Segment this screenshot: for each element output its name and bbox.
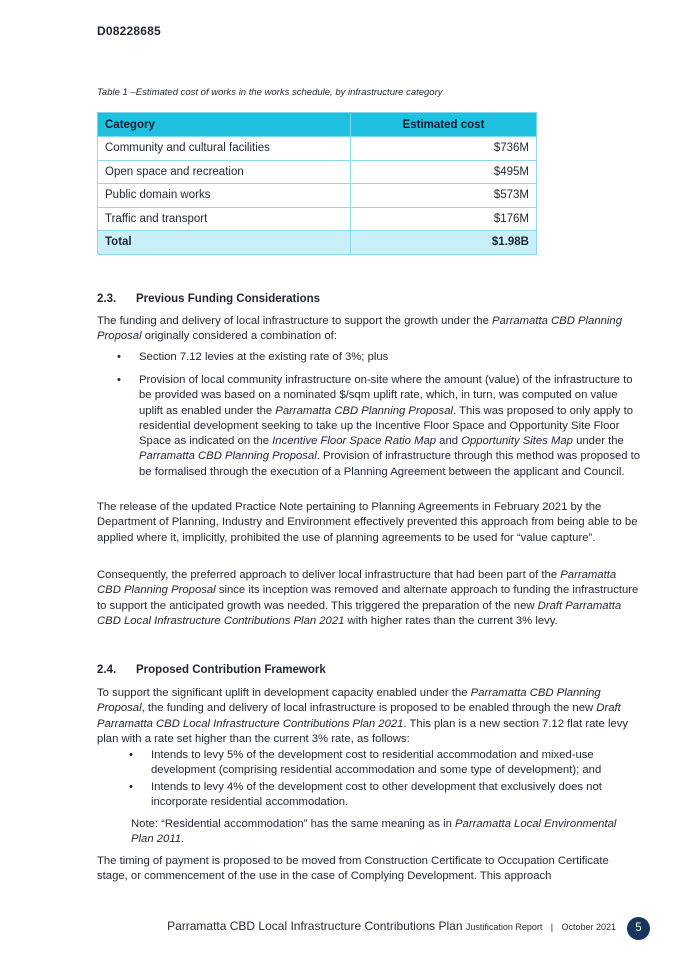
list-item: • Intends to levy 4% of the development cost to other development that exclusively does not incorporate residential accommodation. bbox=[129, 781, 602, 809]
page-number: 5 bbox=[627, 917, 650, 940]
table-row bbox=[98, 160, 537, 184]
section-2-3-heading bbox=[97, 293, 320, 305]
list-item: • Section 7.12 levies at the existing rate of 3%; plus bbox=[139, 350, 644, 365]
header-category: Category bbox=[98, 113, 351, 137]
list-item: • Provision of local community infrastructure on-site where the amount (value) of the infrastructure to be provided was based on a nominated $/sqm uplift rate, which, in turn, was computed on value uplift as enabled under the Parramatta CBD Planning Proposal. This was proposed to only apply to residential development seeking to take up the Incentive Floor Space and Opportunity Site Floor Space as indicated on the Incentive Floor Space Ratio Map and Opportunity Sites Map under the Parramatta CBD Planning Proposal. Provision of infrastructure through this method was proposed to be formalised through the execution of a Planning Agreement between the applicant and Council. bbox=[117, 374, 641, 478]
section-2-3-paragraph-2: The release of the updated Practice Note pertaining to Planning Agreements in February 2021 by the Department of Planning, Industry and Environment effectively prevented this approach from being able to be applied where it, implicitly, prohibited the use of planning agreements to be used for “value capture”. bbox=[97, 501, 638, 544]
row-cost: $176M bbox=[351, 207, 537, 231]
total-cost: $1.98B bbox=[351, 231, 537, 255]
table-row bbox=[98, 137, 537, 161]
header-estimated-cost: Estimated cost bbox=[351, 113, 537, 137]
bullet-dot: • bbox=[117, 351, 121, 363]
bullet-dot: • bbox=[129, 749, 133, 761]
section-2-3-intro: The funding and delivery of local infrastructure to support the growth under the Parramatta CBD Planning Proposal originally considered a combination of: bbox=[97, 315, 622, 343]
cost-table bbox=[97, 112, 537, 255]
row-cost: $495M bbox=[351, 160, 537, 184]
page-footer bbox=[167, 919, 616, 933]
row-cost: $573M bbox=[351, 184, 537, 208]
list-item: • Intends to levy 5% of the development cost to residential accommodation and mixed-use development (comprising residential accommodation and some type of development); and bbox=[129, 749, 602, 777]
section-title: Previous Funding Considerations bbox=[136, 293, 321, 305]
residential-note: Note: “Residential accommodation” has the same meaning as in Parramatta Local Environmental Plan 2011. bbox=[131, 818, 617, 846]
section-2-4-paragraph-2: The timing of payment is proposed to be moved from Construction Certificate to Occupation Certificate stage, or commencement of the use in the case of Complying Development. This approach bbox=[97, 855, 609, 883]
footer-subtitle: Justification Report bbox=[465, 922, 543, 932]
row-category: Public domain works bbox=[98, 184, 351, 208]
section-2-4-intro: To support the significant uplift in development capacity enabled under the Parramatta CBD Planning Proposal, the funding and delivery of local infrastructure is proposed to be enabled through the new Draft Parramatta CBD Local Infrastructure Contributions Plan 2021. This plan is a new section 7.12 flat rate levy plan with a rate set higher than the current 3% rate, as follows: bbox=[97, 687, 629, 745]
footer-date: October 2021 bbox=[561, 922, 616, 932]
table-caption: Table 1 –Estimated cost of works in the works schedule, by infrastructure category bbox=[97, 87, 443, 98]
section-2-3-paragraph-3: Consequently, the preferred approach to deliver local infrastructure that had been part of the Parramatta CBD Planning Proposal since its inception was removed and alternate approach to funding the infrastructure to support the anticipated growth was needed. This triggered the preparation of the new Draft Parramatta CBD Local Infrastructure Contributions Plan 2021 with higher rates than the current 3% levy. bbox=[97, 569, 639, 627]
row-category: Open space and recreation bbox=[98, 160, 351, 184]
table-row bbox=[98, 184, 537, 208]
row-category: Traffic and transport bbox=[98, 207, 351, 231]
footer-separator: | bbox=[550, 922, 554, 932]
document-id: D08228685 bbox=[97, 24, 161, 38]
footer-title: Parramatta CBD Local Infrastructure Contributions Plan bbox=[167, 919, 463, 933]
section-title: Proposed Contribution Framework bbox=[136, 664, 326, 676]
table-row bbox=[98, 207, 537, 231]
section-number: 2.4. bbox=[97, 664, 117, 676]
section-2-4-heading bbox=[97, 664, 326, 676]
section-number: 2.3. bbox=[97, 293, 117, 305]
row-cost: $736M bbox=[351, 137, 537, 161]
table-total-row bbox=[98, 231, 537, 255]
bullet-dot: • bbox=[129, 781, 133, 793]
bullet-dot: • bbox=[117, 374, 121, 386]
row-category: Community and cultural facilities bbox=[98, 137, 351, 161]
total-label: Total bbox=[98, 231, 351, 255]
table-header-row bbox=[98, 113, 537, 137]
